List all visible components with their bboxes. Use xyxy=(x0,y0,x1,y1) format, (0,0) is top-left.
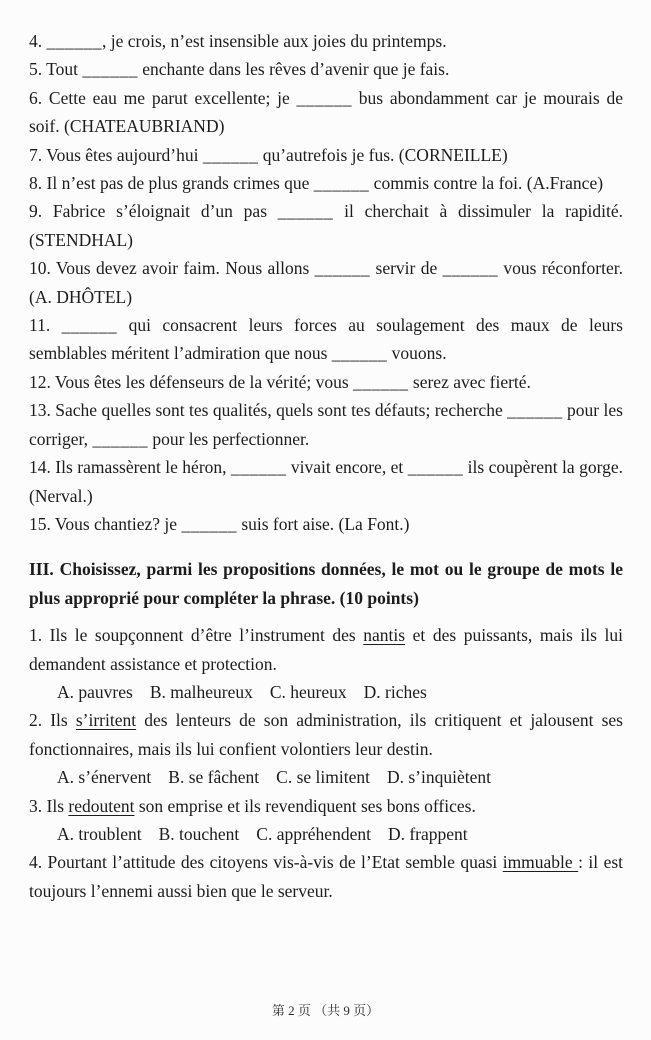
option-item: D. s’inquiètent xyxy=(386,767,491,788)
text-run: , je crois, n’est insensible aux joies du printemps. xyxy=(102,31,447,51)
option-item: B. malheureux xyxy=(149,681,253,702)
text-run: 3. Ils xyxy=(29,795,69,816)
blank-line: ______ xyxy=(507,400,563,421)
question-15 xyxy=(29,510,623,538)
question-13 xyxy=(29,396,623,453)
text-run: 15. Vous chantiez? je xyxy=(29,513,182,534)
blank-line: ______ xyxy=(277,201,334,222)
underlined-word: immuable xyxy=(502,852,579,873)
text-run: 4. xyxy=(29,31,47,51)
option-item: A. troublent xyxy=(57,823,142,844)
mc-question-1 xyxy=(29,621,623,678)
question-6 xyxy=(29,84,623,141)
mc-question-4 xyxy=(29,848,623,905)
blank-line: ______ xyxy=(442,258,499,279)
blank-line: ______ xyxy=(202,144,259,165)
blank-line: ______ xyxy=(46,31,102,51)
text-run: bus abondamment car je mourais de soif. (CHATEAUBRIAND) xyxy=(29,87,623,137)
text-run: 12. Vous êtes les défenseurs de la vérité; vous xyxy=(29,371,354,392)
text-run: 4. Pourtant l’attitude des citoyens vis-à-vis de l’Etat semble quasi xyxy=(29,852,503,873)
text-run: 10. Vous devez avoir faim. Nous allons xyxy=(29,258,315,279)
text-run: 7. Vous êtes aujourd’hui xyxy=(29,144,203,165)
mc-question-3-options xyxy=(29,820,623,848)
question-9 xyxy=(29,197,623,254)
question-14 xyxy=(29,453,623,510)
blank-line: ______ xyxy=(314,258,371,279)
text-run: enchante dans les rêves d’avenir que je fais. xyxy=(137,59,450,80)
blank-line: ______ xyxy=(407,457,464,478)
text-run: 13. Sache quelles sont tes qualités, quels sont tes défauts; recherche xyxy=(29,400,508,421)
text-run: 2. Ils xyxy=(29,710,76,731)
option-item: A. s’énervent xyxy=(57,767,152,788)
question-7 xyxy=(29,141,623,169)
option-item: A. pauvres xyxy=(57,681,133,702)
option-item: B. touchent xyxy=(158,823,240,844)
blank-line: ______ xyxy=(230,457,287,478)
mc-question-3 xyxy=(29,792,623,820)
text-run: qui consacrent leurs forces au soulagement des maux de leurs semblables méritent l’admiration que nous xyxy=(29,315,623,364)
text-run: des lenteurs de son administration, ils critiquent et jalousent ses fonctionnaires, mais ils lui confient volontiers leur destin. xyxy=(29,710,623,759)
text-run: il cherchait à dissimuler la rapidité. (STENDHAL) xyxy=(29,201,623,250)
text-run: servir de xyxy=(370,258,443,279)
option-item: D. frappent xyxy=(387,823,468,844)
text-run: III. Choisissez, parmi les propositions données, le mot ou le groupe de mots le plus approprié pour compléter la phrase. (10 points) xyxy=(29,559,623,608)
document-body xyxy=(29,27,623,905)
text-run: commis contre la foi. (A.France) xyxy=(369,173,604,194)
option-item: C. heureux xyxy=(269,681,347,702)
text-run: suis fort aise. (La Font.) xyxy=(236,513,410,534)
text-run: 14. Ils ramassèrent le héron, xyxy=(29,457,231,478)
text-run: vouons. xyxy=(387,343,447,364)
text-run: et des puissants, mais ils lui demandent assistance et protection. xyxy=(29,625,623,674)
blank-line: ______ xyxy=(331,343,388,364)
blank-line: ______ xyxy=(313,173,370,194)
text-run: 11. xyxy=(29,315,62,336)
blank-line: ______ xyxy=(353,371,409,392)
question-5 xyxy=(29,55,623,83)
text-run: 6. Cette eau me parut excellente; je xyxy=(29,87,297,108)
text-run: serez avec fierté. xyxy=(408,371,531,392)
question-11 xyxy=(29,311,623,368)
underlined-word: redoutent xyxy=(68,795,135,816)
text-run: vous réconforter. (A. DHÔTEL) xyxy=(29,258,623,307)
blank-line: ______ xyxy=(61,315,118,336)
text-run: qu’autrefois je fus. (CORNEILLE) xyxy=(258,144,508,165)
text-run: : il est toujours l’ennemi aussi bien que le serveur. xyxy=(29,852,624,901)
text-run: vivait encore, et xyxy=(286,457,408,478)
question-4 xyxy=(29,27,623,55)
mc-question-1-options xyxy=(29,678,623,706)
underlined-word: nantis xyxy=(363,625,406,646)
blank-line: ______ xyxy=(82,59,138,80)
option-item: B. se fâchent xyxy=(168,767,260,788)
text-run: pour les corriger, xyxy=(29,400,623,449)
text-run: son emprise et ils revendiquent ses bons offices. xyxy=(134,795,476,816)
section-3-heading xyxy=(29,555,623,612)
question-12 xyxy=(29,368,623,396)
blank-line: ______ xyxy=(92,428,148,449)
text-run: 8. Il n’est pas de plus grands crimes que xyxy=(29,173,314,194)
question-8 xyxy=(29,169,623,197)
question-10 xyxy=(29,254,623,311)
text-run: ils coupèrent la gorge. (Nerval.) xyxy=(29,457,623,506)
text-run: 1. Ils le soupçonnent d’être l’instrument des xyxy=(29,625,364,646)
blank-line: ______ xyxy=(181,513,237,534)
text-run: 5. Tout xyxy=(29,59,83,80)
option-item: C. appréhendent xyxy=(256,823,371,844)
text-run: pour les perfectionner. xyxy=(147,428,310,449)
option-item: D. riches xyxy=(363,681,427,702)
option-item: C. se limitent xyxy=(276,767,370,788)
mc-question-2-options xyxy=(29,763,623,791)
blank-line: ______ xyxy=(296,87,353,108)
text-run: 9. Fabrice s’éloignait d’un pas xyxy=(29,201,278,222)
mc-question-2 xyxy=(29,706,623,763)
underlined-word: s’irritent xyxy=(75,710,137,731)
page-footer: 第 2 页 （共 9 页） xyxy=(271,1003,380,1018)
